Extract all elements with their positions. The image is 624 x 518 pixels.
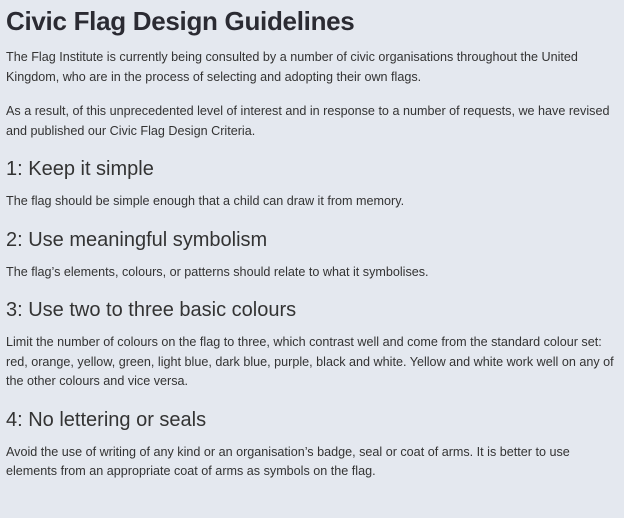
section-heading: 3: Use two to three basic colours	[6, 299, 297, 321]
section-body: The flag’s elements, colours, or patterns should relate to what it symbolises.	[6, 264, 429, 279]
page-title: Civic Flag Design Guidelines	[6, 6, 355, 36]
intro-paragraph: As a result, of this unprecedented level of interest and in response to a number of requests, we have revised and published our Civic Flag Design Criteria.	[6, 104, 610, 138]
section-heading: 1: Keep it simple	[6, 158, 154, 180]
section-body: Avoid the use of writing of any kind or an organisation’s badge, seal or coat of arms. It is better to use elements from an appropriate coat of arms as symbols on the flag.	[6, 444, 570, 478]
section-body: Limit the number of colours on the flag to three, which contrast well and come from the standard colour set: red, orange, yellow, green, light blue, dark blue, purple, black and white. Yellow and white work well on any of the other colours and vice versa.	[6, 335, 614, 388]
section-heading: 2: Use meaningful symbolism	[6, 228, 268, 251]
section-heading: 4: No lettering or seals	[6, 408, 207, 431]
intro-paragraph: The Flag Institute is currently being consulted by a number of civic organisations throughout the United Kingdom, who are in the process of selecting and adopting their own flags.	[6, 50, 578, 84]
section-body: The flag should be simple enough that a child can draw it from memory.	[6, 194, 405, 208]
